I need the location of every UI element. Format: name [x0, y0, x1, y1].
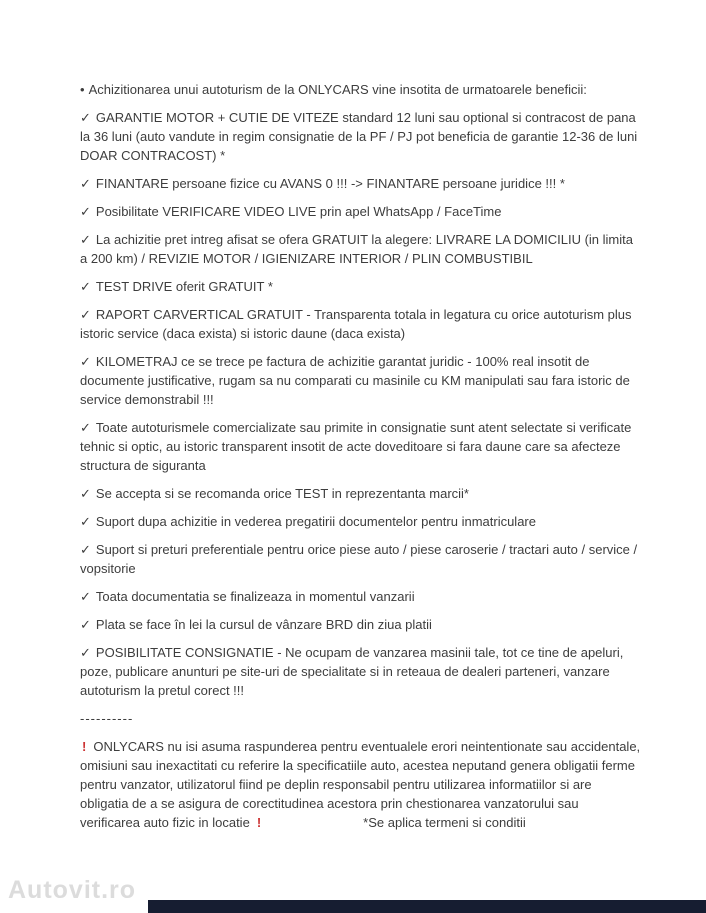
benefit-item — [80, 305, 642, 343]
benefit-item — [80, 174, 642, 193]
description-text-block — [80, 80, 642, 841]
check-icon: ✓ — [80, 420, 91, 435]
benefit-text: Posibilitate VERIFICARE VIDEO LIVE prin apel WhatsApp / FaceTime — [95, 204, 502, 219]
benefit-text: La achizitie pret intreg afisat se ofera GRATUIT la alegere: LIVRARE LA DOMICILIU (in limita a 200 km) / REVIZIE MOTOR / IGIENIZARE INTERIOR / PLIN COMBUSTIBIL — [80, 232, 633, 266]
warning-exclamation-icon: ! — [82, 739, 87, 754]
benefit-item — [80, 615, 642, 634]
check-icon: ✓ — [80, 354, 91, 369]
check-icon: ✓ — [80, 279, 91, 294]
autovit-watermark: Autovit.ro — [8, 876, 137, 904]
benefit-item — [80, 418, 642, 475]
check-icon: ✓ — [80, 486, 91, 501]
benefit-item — [80, 587, 642, 606]
benefit-text: FINANTARE persoane fizice cu AVANS 0 !!! -> FINANTARE persoane juridice !!! * — [95, 176, 565, 191]
benefit-item — [80, 484, 642, 503]
check-icon: ✓ — [80, 589, 91, 604]
check-icon: ✓ — [80, 645, 91, 660]
benefit-text: Se accepta si se recomanda orice TEST in reprezentanta marcii* — [95, 486, 469, 501]
benefit-item — [80, 202, 642, 221]
check-icon: ✓ — [80, 176, 91, 191]
disclaimer-paragraph — [80, 737, 642, 832]
benefit-text: POSIBILITATE CONSIGNATIE - Ne ocupam de vanzarea masinii tale, tot ce tine de apeluri, poze, publicare anunturi pe site-uri de specialitate si in reteaua de dealeri parteneri, vanzare autoturism la pretul corect !!! — [80, 645, 624, 698]
benefit-text: Suport si preturi preferentiale pentru orice piese auto / piese caroserie / tractari auto / service / vopsitorie — [80, 542, 638, 576]
benefit-item — [80, 643, 642, 700]
benefit-text: KILOMETRAJ ce se trece pe factura de achizitie garantat juridic - 100% real insotit de documente justificative, rugam sa nu comparati cu masinile cu KM manipulati sau fara istoric de service demonstrabil !!! — [80, 354, 630, 407]
benefit-item — [80, 230, 642, 268]
benefit-item — [80, 512, 642, 531]
check-icon: ✓ — [80, 617, 91, 632]
footer-bar — [148, 900, 706, 913]
check-icon: ✓ — [80, 204, 91, 219]
check-icon: ✓ — [80, 514, 91, 529]
benefit-text: Plata se face în lei la cursul de vânzare BRD din ziua platii — [95, 617, 432, 632]
benefit-text: GARANTIE MOTOR + CUTIE DE VITEZE standard 12 luni sau optional si contracost de pana la 36 luni (auto vandute in regim consignatie de la PF / PJ pot beneficia de garantie 12-36 de luni DOAR CONTRACOST) * — [80, 110, 638, 163]
check-icon: ✓ — [80, 110, 91, 125]
intro-text: Achizitionarea unui autoturism de la ONLYCARS vine insotita de urmatoarele beneficii: — [88, 82, 587, 97]
benefit-text: Suport dupa achizitie in vederea pregatirii documentelor pentru inmatriculare — [95, 514, 536, 529]
benefit-text: RAPORT CARVERTICAL GRATUIT - Transparenta totala in legatura cu orice autoturism plus istoric service (daca exista) si istoric daune (daca exista) — [80, 307, 632, 341]
warning-exclamation-icon: ! — [256, 815, 262, 830]
benefit-text: TEST DRIVE oferit GRATUIT * — [95, 279, 273, 294]
bullet-icon: • — [80, 82, 85, 97]
check-icon: ✓ — [80, 307, 91, 322]
terms-note: *Se aplica termeni si conditii — [363, 815, 526, 830]
benefit-item — [80, 352, 642, 409]
check-icon: ✓ — [80, 542, 91, 557]
intro-line — [80, 80, 642, 99]
benefit-text: Toate autoturismele comercializate sau primite in consignatie sunt atent selectate si verificate tehnic si optic, au istoric transparent insotit de acte doveditoare si fara daune care sa afecteze structura de siguranta — [80, 420, 632, 473]
benefit-text: Toata documentatia se finalizeaza in momentul vanzarii — [95, 589, 415, 604]
benefit-item — [80, 540, 642, 578]
separator-dashes: ---------- — [80, 711, 134, 726]
benefit-item — [80, 277, 642, 296]
disclaimer-text: ONLYCARS nu isi asuma raspunderea pentru eventualele erori neintentionate sau accidentale, omisiuni sau inexactitati cu referire la specificatiile auto, acestea neputand genera obligatii ferme pentru vanzator, utilizatorul fiind pe deplin responsabil pentru utilizarea informatiilor si are obligatia de a se asigura de corectitudinea acestora prin chestionarea vanzatorului sau verificarea auto fizic in locatie — [80, 739, 641, 830]
benefit-item — [80, 108, 642, 165]
check-icon: ✓ — [80, 232, 91, 247]
